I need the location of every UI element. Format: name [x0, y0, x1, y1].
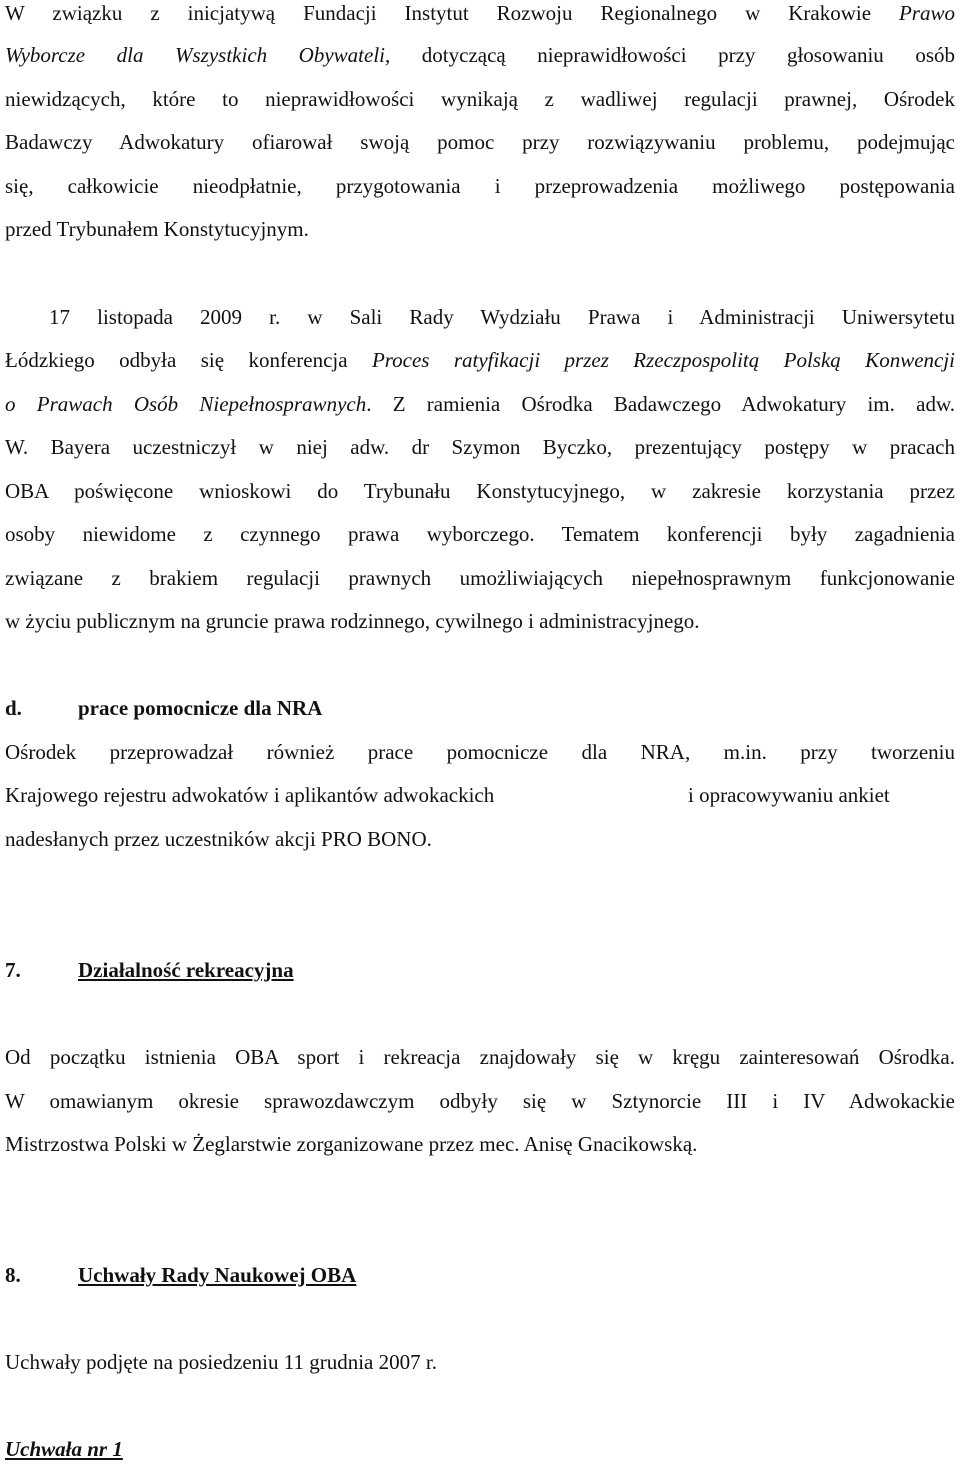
italic-text: Prawo	[898, 1, 955, 25]
section-8-line-1: Uchwały podjęte na posiedzeniu 11 grudnia 2007 r.	[5, 1350, 437, 1374]
section-d-line-3: nadesłanych przez uczestników akcji PRO BONO.	[5, 827, 432, 851]
text: W związku z inicjatywą Fundacji Instytut Rozwoju Regionalnego w Krakowie	[5, 1, 899, 25]
paragraph-1-line-4: Badawczy Adwokatury ofiarował swoją pomoc przy rozwiązywaniu problemu, podejmując	[5, 130, 955, 154]
paragraph-1-line-3: niewidzących, które to nieprawidłowości wynikają z wadliwej regulacji prawnej, Ośrodek	[5, 87, 955, 111]
paragraph-2-line-4: W. Bayera uczestniczył w niej adw. dr Szymon Byczko, prezentujący postępy w pracach	[5, 435, 955, 459]
section-number: 7.	[5, 958, 21, 982]
italic-text: Wyborcze dla Wszystkich Obywateli	[5, 43, 385, 67]
section-d-heading	[5, 693, 322, 723]
paragraph-2-line-6: osoby niewidome z czynnego prawa wyborczego. Tematem konferencji były zagadnienia	[5, 522, 955, 546]
section-number: 8.	[5, 1263, 21, 1287]
section-title: Działalność rekreacyjna	[78, 958, 294, 982]
text: . Z ramienia Ośrodka Badawczego Adwokatury im. adw.	[366, 392, 956, 416]
paragraph-2-line-5: OBA poświęcone wnioskowi do Trybunału Konstytucyjnego, w zakresie korzystania przez	[5, 479, 955, 503]
text: , dotyczącą nieprawidłowości przy głosowaniu osób	[385, 43, 955, 67]
section-7-line-2: W omawianym okresie sprawozdawczym odbyły się w Sztynorcie III i IV Adwokackie	[5, 1089, 955, 1113]
paragraph-1-line-2	[5, 40, 955, 70]
paragraph-2-line-1: 17 listopada 2009 r. w Sali Rady Wydziału Prawa i Administracji Uniwersytetu	[49, 305, 955, 329]
section-title: prace pomocnicze dla NRA	[78, 696, 323, 720]
section-number: d.	[5, 696, 22, 720]
resolution-title: Uchwała nr 1	[5, 1437, 123, 1461]
paragraph-1-line-1	[5, 0, 955, 28]
paragraph-1-line-6: przed Trybunałem Konstytucyjnym.	[5, 217, 309, 241]
conference-title: Proces ratyfikacji przez Rzeczpospolitą Polską Konwencji	[371, 348, 956, 372]
section-7-line-1: Od początku istnienia OBA sport i rekreacja znajdowały się w kręgu zainteresowań Ośrodka.	[5, 1045, 955, 1069]
paragraph-2-line-2	[5, 345, 955, 375]
section-7-line-3: Mistrzostwa Polski w Żeglarstwie zorganizowane przez mec. Anisę Gnacikowską.	[5, 1132, 698, 1156]
section-7-heading	[5, 955, 294, 985]
section-title: Uchwały Rady Naukowej OBA	[78, 1263, 357, 1287]
paragraph-1-line-5: się, całkowicie nieodpłatnie, przygotowania i przeprowadzenia możliwego postępowania	[5, 174, 955, 198]
text: Łódzkiego odbyła się konferencja	[5, 348, 372, 372]
paragraph-2-line-3	[5, 389, 955, 419]
paragraph-2-line-8: w życiu publicznym na gruncie prawa rodzinnego, cywilnego i administracyjnego.	[5, 609, 700, 633]
conference-title-cont: o Prawach Osób Niepełnosprawnych	[5, 392, 367, 416]
section-d-line-2a: Krajowego rejestru adwokatów i aplikantów adwokackich	[5, 783, 495, 807]
section-d-line-2b: i opracowywaniu ankiet	[688, 783, 890, 807]
section-d-line-1: Ośrodek przeprowadzał również prace pomocnicze dla NRA, m.in. przy tworzeniu	[5, 740, 955, 764]
paragraph-2-line-7: związane z brakiem regulacji prawnych umożliwiających niepełnosprawnym funkcjonowanie	[5, 566, 955, 590]
section-8-heading	[5, 1260, 356, 1290]
